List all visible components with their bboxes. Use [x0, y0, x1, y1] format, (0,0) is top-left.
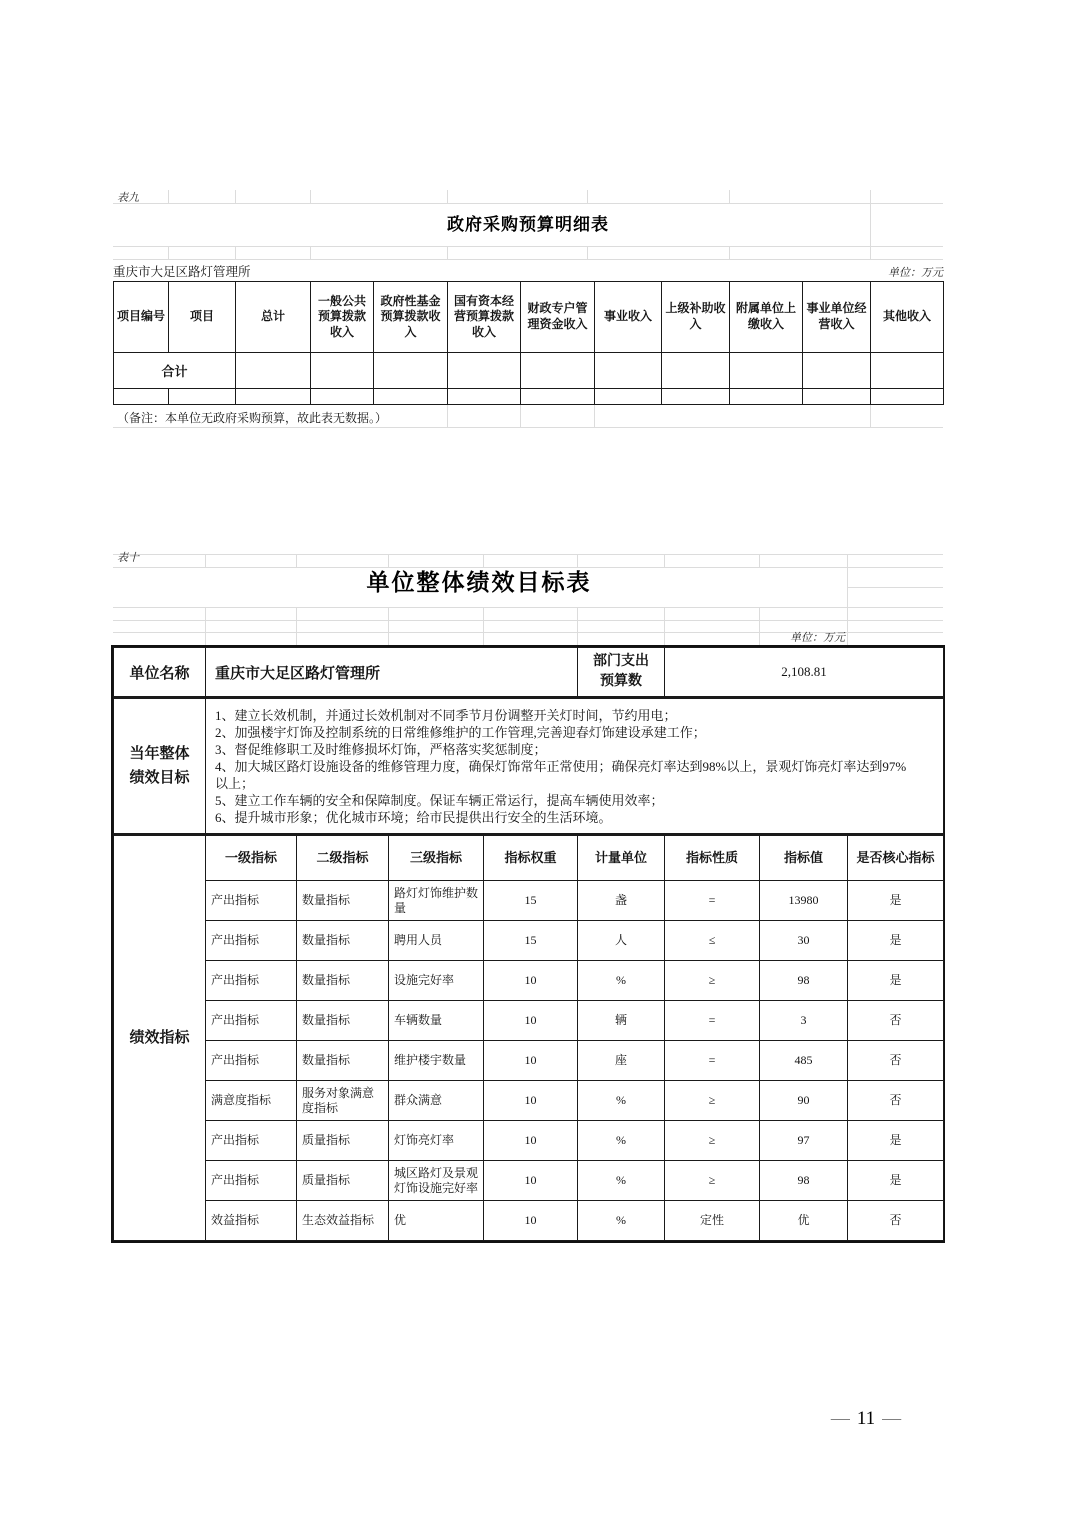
table10-unit-label: 单位：万元: [790, 632, 845, 644]
empty-cell: [236, 389, 311, 405]
table-cell: 质量指标: [297, 1161, 389, 1201]
table-cell: 产出指标: [206, 881, 297, 921]
empty-cell: [871, 389, 944, 405]
empty-cell: [374, 389, 448, 405]
grid-line: [847, 554, 848, 645]
table-row: [114, 961, 944, 1001]
table-cell: =: [665, 1041, 760, 1081]
header-cell: 国有资本经营预算拨款收入: [448, 282, 521, 353]
table-cell: %: [578, 1161, 665, 1201]
budget-value: 2,108.81: [665, 648, 944, 698]
table-cell: 数量指标: [297, 881, 389, 921]
goals-label: 当年整体绩效目标: [114, 699, 206, 835]
empty-cell: [730, 389, 803, 405]
table-cell: 10: [484, 1121, 578, 1161]
goal-line: 2、加强楼宇灯饰及控制系统的日常维修维护的工作管理,完善迎春灯饰建设承建工作；: [215, 724, 706, 740]
perf-header-row: [114, 836, 944, 881]
table-row: [114, 881, 944, 921]
table-cell: 维护楼宇数量: [389, 1041, 484, 1081]
table-cell: 90: [760, 1081, 848, 1121]
table-cell: 优: [389, 1201, 484, 1241]
table9-org-line: [113, 258, 943, 280]
table-cell: 产出指标: [206, 961, 297, 1001]
total-label-cell: 合计: [114, 353, 236, 389]
page-number-dash: —: [830, 1408, 850, 1429]
goal-line: 6、提升城市形象；优化城市环境；给市民提供出行安全的生活环境。: [215, 809, 612, 825]
unit-name-value: 重庆市大足区路灯管理所: [206, 648, 578, 698]
table-cell: 聘用人员: [389, 921, 484, 961]
grid-line: [113, 607, 943, 608]
table-cell: 产出指标: [206, 1041, 297, 1081]
table-cell: 产出指标: [206, 921, 297, 961]
table-cell: 485: [760, 1041, 848, 1081]
unit-name-label: 单位名称: [114, 648, 206, 698]
table9-org-name: 重庆市大足区路灯管理所: [113, 265, 251, 279]
header-cell: 指标性质: [665, 836, 760, 881]
header-cell: 政府性基金预算拨款收入: [374, 282, 448, 353]
table-cell: 满意度指标: [206, 1081, 297, 1121]
empty-cell: [236, 353, 311, 389]
table-cell: 产出指标: [206, 1001, 297, 1041]
table-cell: 否: [848, 1041, 944, 1081]
grid-line: [847, 587, 943, 588]
table-row: [114, 921, 944, 961]
goal-line: 5、建立工作车辆的安全和保障制度。保证车辆正常运行，提高车辆使用效率；: [215, 792, 664, 808]
table-cell: =: [665, 1001, 760, 1041]
table-cell: 是: [848, 961, 944, 1001]
table-cell: 否: [848, 1001, 944, 1041]
table-row: [114, 1161, 944, 1201]
annual-goals-row: [113, 698, 944, 835]
table-cell: 数量指标: [297, 921, 389, 961]
header-cell: 一般公共预算拨款收入: [311, 282, 374, 353]
table9-unit-label: 单位：万元: [888, 267, 943, 279]
empty-cell: [871, 353, 944, 389]
table9-title: 政府采购预算明细表: [447, 215, 609, 234]
table-cell: 是: [848, 881, 944, 921]
header-cell: 事业收入: [595, 282, 662, 353]
table-cell: ≤: [665, 921, 760, 961]
table10-tag: 表十: [117, 552, 139, 564]
empty-cell: [803, 353, 871, 389]
table-cell: %: [578, 1201, 665, 1241]
total-row: [114, 353, 944, 389]
indicators-row-label: 绩效指标: [114, 836, 206, 1241]
table-cell: 数量指标: [297, 1001, 389, 1041]
empty-cell: [311, 389, 374, 405]
table-row: [114, 1201, 944, 1241]
table-cell: 10: [484, 961, 578, 1001]
budget-label: 部门支出预算数: [578, 648, 665, 698]
empty-cell: [595, 353, 662, 389]
grid-line: [594, 405, 595, 427]
table-cell: ≥: [665, 961, 760, 1001]
empty-cell: [662, 389, 730, 405]
table-cell: 路灯灯饰维护数量: [389, 881, 484, 921]
header-cell: 一级指标: [206, 836, 297, 881]
table-header-row: [114, 282, 944, 353]
page-number: [806, 1408, 926, 1430]
table-cell: %: [578, 961, 665, 1001]
grid-line: [587, 190, 588, 203]
grid-line: [310, 190, 311, 203]
table-row: [114, 648, 944, 698]
indicators-body: [114, 836, 944, 1241]
header-cell: 三级指标: [389, 836, 484, 881]
empty-cell: [448, 389, 521, 405]
page-number-dash: —: [882, 1408, 902, 1429]
table-cell: =: [665, 881, 760, 921]
table-row: [114, 1001, 944, 1041]
table-row: [114, 699, 944, 835]
table-cell: 人: [578, 921, 665, 961]
table-cell: 群众满意: [389, 1081, 484, 1121]
table-cell: 数量指标: [297, 1041, 389, 1081]
grid-line: [235, 190, 236, 203]
header-cell: 指标权重: [484, 836, 578, 881]
table-cell: 是: [848, 1121, 944, 1161]
table-cell: 城区路灯及景观灯饰设施完好率: [389, 1161, 484, 1201]
table-cell: 10: [484, 1201, 578, 1241]
procurement-budget-table: [113, 281, 944, 405]
empty-cell: [114, 389, 169, 405]
table-cell: 15: [484, 921, 578, 961]
header-cell: 计量单位: [578, 836, 665, 881]
table-cell: ≥: [665, 1161, 760, 1201]
grid-line: [168, 190, 169, 203]
goals-text: [206, 699, 944, 835]
header-cell: 事业单位经营收入: [803, 282, 871, 353]
table-cell: 灯饰亮灯率: [389, 1121, 484, 1161]
header-cell: 其他收入: [871, 282, 944, 353]
table-cell: 设施完好率: [389, 961, 484, 1001]
table-cell: 服务对象满意度指标: [297, 1081, 389, 1121]
table9-tag: 表九: [117, 192, 139, 204]
table-cell: ≥: [665, 1081, 760, 1121]
table-cell: 10: [484, 1081, 578, 1121]
grid-line: [870, 190, 871, 203]
table-cell: 数量指标: [297, 961, 389, 1001]
table-cell: 是: [848, 1161, 944, 1201]
table-cell: 辆: [578, 1001, 665, 1041]
grid-line: [113, 203, 943, 204]
header-cell: 财政专户管理资金收入: [521, 282, 595, 353]
table-cell: 否: [848, 1201, 944, 1241]
table-cell: 座: [578, 1041, 665, 1081]
goal-line: 1、建立长效机制，并通过长效机制对不同季节月份调整开关灯时间，节约用电；: [215, 707, 677, 723]
table-cell: 质量指标: [297, 1121, 389, 1161]
header-cell: 项目编号: [114, 282, 169, 353]
table9-note: （备注：本单位无政府采购预算，故此表无数据。）: [117, 411, 388, 425]
blank-row: [114, 389, 944, 405]
goal-line: 4、加大城区路灯设施设备的维修管理力度，确保灯饰常年正常使用；确保亮灯率达到98%以上，景观灯饰亮灯率达到97%以上；: [215, 758, 907, 791]
empty-cell: [521, 353, 595, 389]
grid-line: [113, 620, 943, 621]
table-cell: 生态效益指标: [297, 1201, 389, 1241]
table-cell: 车辆数量: [389, 1001, 484, 1041]
table10-title: 单位整体绩效目标表: [366, 570, 592, 595]
empty-cell: [448, 353, 521, 389]
table-cell: 10: [484, 1001, 578, 1041]
table-row: [114, 1041, 944, 1081]
goal-line: 3、督促维修职工及时维修损坏灯饰，严格落实奖惩制度；: [215, 741, 547, 757]
page-number-value: 11: [856, 1408, 876, 1429]
header-cell: 是否核心指标: [848, 836, 944, 881]
table-cell: %: [578, 1081, 665, 1121]
table-cell: 效益指标: [206, 1201, 297, 1241]
table-cell: %: [578, 1121, 665, 1161]
indicators-table: [113, 835, 944, 1241]
empty-cell: [595, 389, 662, 405]
table-cell: 15: [484, 881, 578, 921]
grid-line: [113, 427, 943, 428]
table-cell: 是: [848, 921, 944, 961]
table-cell: 10: [484, 1041, 578, 1081]
table-cell: ≥: [665, 1121, 760, 1161]
grid-line: [113, 246, 943, 247]
table-row: [114, 1081, 944, 1121]
header-cell: 附属单位上缴收入: [730, 282, 803, 353]
table-cell: 98: [760, 961, 848, 1001]
header-cell: 指标值: [760, 836, 848, 881]
table-cell: 97: [760, 1121, 848, 1161]
empty-cell: [803, 389, 871, 405]
table-cell: 产出指标: [206, 1161, 297, 1201]
table-cell: 13980: [760, 881, 848, 921]
header-cell: 上级补助收入: [662, 282, 730, 353]
table-cell: 盏: [578, 881, 665, 921]
grid-line: [520, 405, 521, 427]
empty-cell: [311, 353, 374, 389]
grid-line: [447, 190, 448, 203]
grid-line: [729, 190, 730, 203]
table-cell: 3: [760, 1001, 848, 1041]
grid-line: [870, 405, 871, 427]
table-cell: 定性: [665, 1201, 760, 1241]
table-cell: 否: [848, 1081, 944, 1121]
empty-cell: [730, 353, 803, 389]
unit-info-row: [113, 647, 944, 698]
table-row: [114, 1121, 944, 1161]
empty-cell: [662, 353, 730, 389]
grid-line: [113, 554, 943, 555]
table-cell: 优: [760, 1201, 848, 1241]
header-cell: 二级指标: [297, 836, 389, 881]
performance-target-table: [111, 645, 945, 1243]
header-cell: 总计: [236, 282, 311, 353]
table-cell: 10: [484, 1161, 578, 1201]
grid-line: [447, 405, 448, 427]
empty-cell: [521, 389, 595, 405]
table-cell: 30: [760, 921, 848, 961]
table-cell: 产出指标: [206, 1121, 297, 1161]
table-cell: 98: [760, 1161, 848, 1201]
header-cell: 项目: [169, 282, 236, 353]
empty-cell: [374, 353, 448, 389]
empty-cell: [169, 389, 236, 405]
